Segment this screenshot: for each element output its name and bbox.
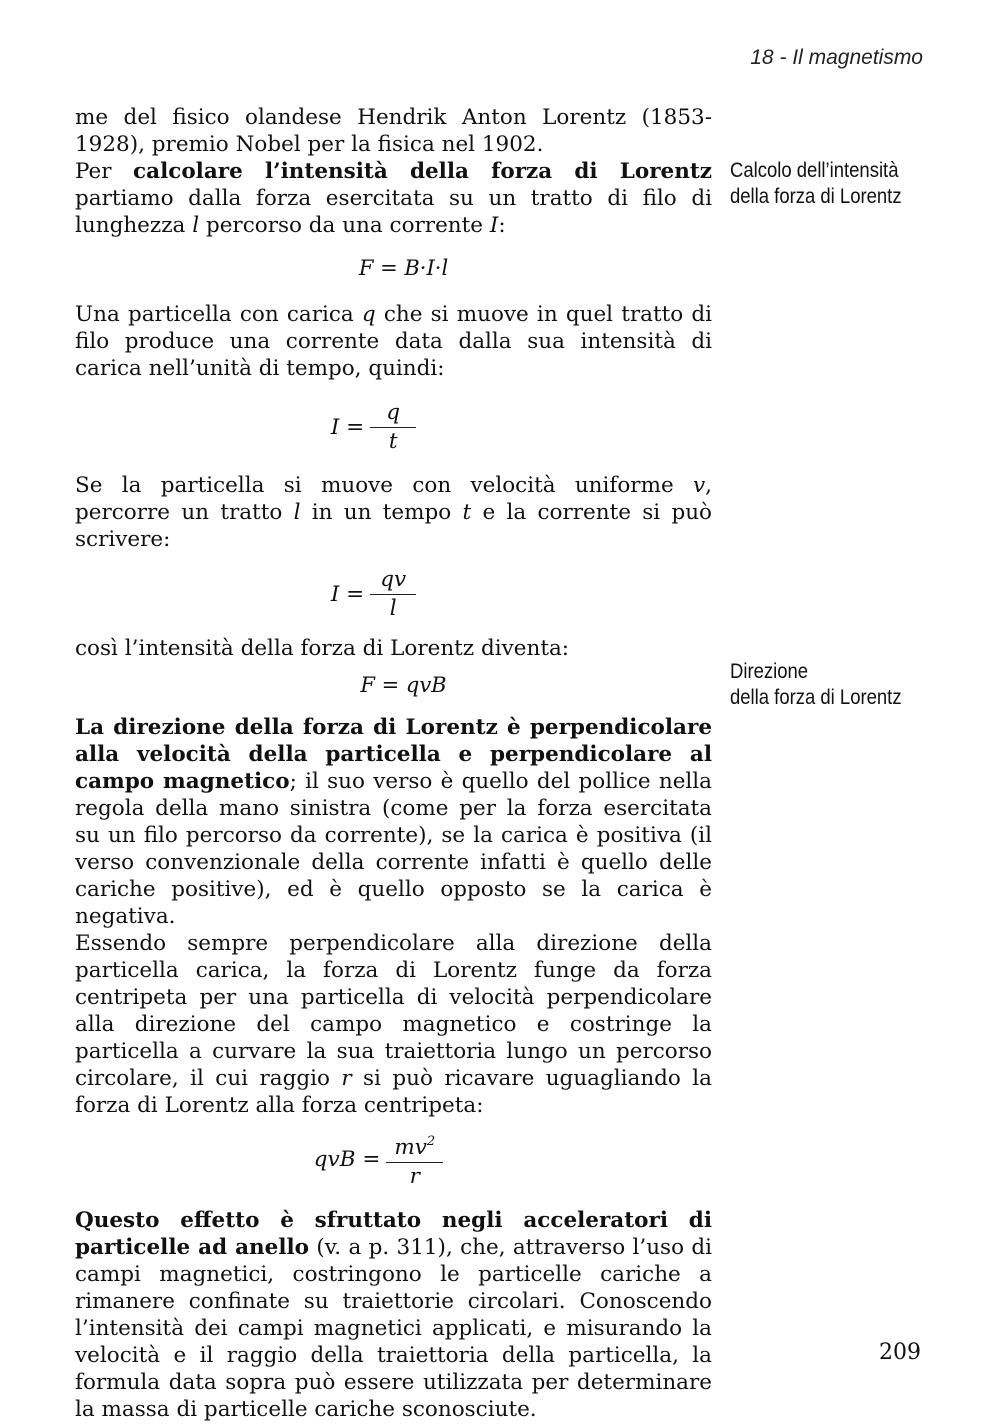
paragraph-5: così l’intensità della forza di Lorentz diventa:	[75, 636, 570, 661]
paragraph-4: Se la particella si muove con velocità uniforme v, percorre un tratto l in un tempo t e la corrente si può scrivere:	[75, 473, 713, 552]
equation-f-bil: F = B·I·l	[358, 256, 449, 280]
equation-f-qvb: F = qvB	[360, 673, 447, 697]
paragraph-3: Una particella con carica q che si muove in quel tratto di filo produce una corrente data dalla sua intensità di carica nell’unità di tempo, quindi:	[75, 302, 712, 381]
paragraph-1: me del fisico olandese Hendrik Anton Lorentz (1853-1928), premio Nobel per la fisica nel 1902.	[75, 105, 712, 157]
running-header: 18 - Il magnetismo	[750, 46, 923, 69]
page-number: 209	[879, 1340, 921, 1365]
bold-direzione: La direzione della forza di Lorentz è perpendicolare alla velocità della particella e perpendicolare al campo magnetico	[75, 715, 712, 794]
main-text-column	[75, 104, 712, 1423]
paragraph-6: La direzione della forza di Lorentz è perpendicolare alla velocità della particella e perpendicolare al campo magnetico; il suo verso è quello del pollice nella regola della mano sinistra (come per la forza esercitata su un filo percorso da corrente), se la carica è positiva (il verso convenzionale della corrente infatti è quello delle cariche positive), ed è quello opposto se la carica è negativa.	[75, 715, 712, 929]
equation-qvb-mv2-r: qvB = $\frac{mv^2}{r}$	[75, 1119, 712, 1199]
bold-calcolare: calcolare l’intensità della forza di Lorentz	[133, 159, 712, 184]
paragraph-8: Questo effetto è sfruttato negli acceleratori di particelle ad anello (v. a p. 311), che, attraverso l’uso di campi magnetici, costringono le particelle cariche a rimanere confinate su traiettorie circolari. Conoscendo l’intensità dei campi magnetici applicati, e misurando la velocità e il raggio della traiettoria della particella, la formula data sopra può essere utilizzata per determinare la massa di particelle cariche sconosciute.	[75, 1208, 712, 1422]
bold-acceleratori: Questo effetto è sfruttato negli acceleratori di particelle ad anello	[75, 1208, 712, 1260]
equation-i-q-t: I = $\frac{q}{t}$	[75, 382, 712, 472]
margin-note-calcolo: Calcolo dell’intensità della forza di Lorentz	[730, 159, 902, 208]
paragraph-7: Essendo sempre perpendicolare alla direzione della particella carica, la forza di Lorentz funge da forza centripeta per una particella di velocità perpendicolare alla direzione del campo magnetico e costringe la particella a curvare la sua traiettoria lungo un percorso circolare, il cui raggio r si può ricavare uguagliando la forza di Lorentz alla forza centripeta:	[75, 931, 712, 1118]
paragraph-2: Per calcolare l’intensità della forza di Lorentz partiamo dalla forza esercitata su un tratto di filo di lunghezza l percorso da una corrente I:	[75, 159, 712, 238]
margin-note-direzione: Direzione della forza di Lorentz	[730, 660, 902, 709]
equation-i-qv-l: I = $\frac{qv}{l}$	[75, 553, 712, 635]
